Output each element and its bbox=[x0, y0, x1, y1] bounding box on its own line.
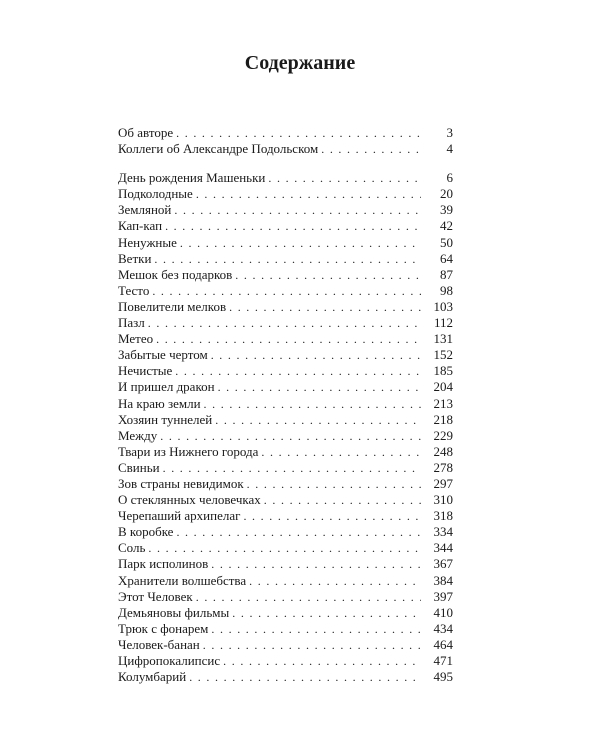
toc-entry bbox=[118, 637, 453, 653]
toc-entry-title: Человек-банан bbox=[118, 636, 200, 652]
dot-leader bbox=[156, 331, 421, 347]
toc-entry bbox=[118, 283, 453, 299]
dot-leader bbox=[211, 621, 421, 637]
toc-entry-page-number: 297 bbox=[433, 475, 453, 491]
toc-entry bbox=[118, 460, 453, 476]
toc-entry-page-number: 204 bbox=[433, 379, 453, 395]
toc-entry-page-number: 131 bbox=[433, 331, 453, 347]
toc-entry bbox=[118, 267, 453, 283]
toc-entry-title: На краю земли bbox=[118, 395, 201, 411]
dot-leader bbox=[180, 235, 421, 251]
toc-entry-page-number: 98 bbox=[440, 282, 453, 298]
toc-entry-page-number: 218 bbox=[433, 411, 453, 427]
toc-entry-page-number: 185 bbox=[433, 363, 453, 379]
dot-leader bbox=[268, 170, 421, 186]
dot-leader bbox=[218, 379, 421, 395]
toc-entry-page-number: 397 bbox=[433, 588, 453, 604]
dot-leader bbox=[204, 396, 421, 412]
toc-entry-page-number: 39 bbox=[440, 202, 453, 218]
toc-entry-title: Метео bbox=[118, 331, 154, 347]
toc-entry-page-number: 464 bbox=[433, 636, 453, 652]
toc-entry-page-number: 4 bbox=[446, 141, 453, 157]
toc-entry bbox=[118, 621, 453, 637]
toc-entry-page-number: 112 bbox=[433, 315, 453, 331]
toc-entry-title: О стеклянных человечках bbox=[118, 492, 261, 508]
toc-entry-page-number: 310 bbox=[433, 492, 453, 508]
toc-entry bbox=[118, 605, 453, 621]
toc-entry-title: Нечистые bbox=[118, 363, 173, 379]
stories-list bbox=[118, 170, 453, 685]
toc-entry bbox=[118, 251, 453, 267]
dot-leader bbox=[203, 637, 421, 653]
front-matter-list bbox=[118, 125, 453, 157]
toc-entry bbox=[118, 299, 453, 315]
toc-entry-title: Трюк с фонарем bbox=[118, 620, 209, 636]
dot-leader bbox=[196, 186, 421, 202]
toc-entry-page-number: 334 bbox=[433, 524, 453, 540]
toc-entry-title: Твари из Нижнего города bbox=[118, 443, 259, 459]
dot-leader bbox=[148, 540, 421, 556]
toc-entry-page-number: 6 bbox=[446, 170, 453, 186]
toc-entry bbox=[118, 524, 453, 540]
toc-entry bbox=[118, 412, 453, 428]
toc-entry bbox=[118, 379, 453, 395]
toc-entry-page-number: 410 bbox=[433, 604, 453, 620]
page-title: Содержание bbox=[244, 52, 356, 74]
toc-entry-title: Черепаший архипелаг bbox=[118, 508, 241, 524]
dot-leader bbox=[154, 251, 421, 267]
toc-entry bbox=[118, 428, 453, 444]
dot-leader bbox=[165, 218, 421, 234]
toc-entry-title: Ненужные bbox=[118, 234, 177, 250]
table-of-contents bbox=[118, 125, 453, 685]
dot-leader bbox=[211, 556, 421, 572]
toc-entry bbox=[118, 476, 453, 492]
dot-leader bbox=[189, 669, 421, 685]
toc-entry bbox=[118, 653, 453, 669]
toc-entry-page-number: 50 bbox=[440, 234, 453, 250]
dot-leader bbox=[175, 363, 421, 379]
toc-entry bbox=[118, 444, 453, 460]
dot-leader bbox=[215, 412, 421, 428]
toc-entry bbox=[118, 186, 453, 202]
toc-entry-page-number: 103 bbox=[433, 298, 453, 314]
toc-entry-title: День рождения Машеньки bbox=[118, 170, 266, 186]
toc-entry-title: Хозяин туннелей bbox=[118, 411, 213, 427]
toc-entry-title: Об авторе bbox=[118, 125, 174, 140]
toc-entry-title: Демьяновы фильмы bbox=[118, 604, 230, 620]
toc-entry bbox=[118, 235, 453, 251]
toc-entry bbox=[118, 202, 453, 218]
toc-entry-title: В коробке bbox=[118, 524, 174, 540]
dot-leader bbox=[235, 267, 421, 283]
toc-entry bbox=[118, 315, 453, 331]
dot-leader bbox=[321, 141, 421, 157]
dot-leader bbox=[148, 315, 421, 331]
dot-leader bbox=[223, 653, 421, 669]
toc-entry-page-number: 344 bbox=[433, 540, 453, 556]
dot-leader bbox=[152, 283, 421, 299]
toc-entry bbox=[118, 669, 453, 685]
toc-entry-title: Цифропокалипсис bbox=[118, 653, 221, 668]
toc-entry bbox=[118, 396, 453, 412]
toc-entry bbox=[118, 141, 453, 157]
toc-entry bbox=[118, 492, 453, 508]
toc-entry-page-number: 64 bbox=[440, 250, 453, 266]
dot-leader bbox=[196, 589, 421, 605]
toc-entry-title: Зов страны невидимок bbox=[118, 475, 244, 491]
toc-entry-title: Соль bbox=[118, 540, 146, 556]
toc-entry-title: Повелители мелков bbox=[118, 298, 227, 314]
dot-leader bbox=[160, 428, 421, 444]
toc-entry-page-number: 367 bbox=[433, 556, 453, 572]
dot-leader bbox=[232, 605, 421, 621]
toc-entry-title: Мешок без подарков bbox=[118, 266, 233, 282]
toc-entry-title: Свиньи bbox=[118, 459, 160, 475]
toc-entry-page-number: 318 bbox=[433, 508, 453, 524]
toc-entry-page-number: 87 bbox=[440, 266, 453, 282]
toc-entry-page-number: 213 bbox=[433, 395, 453, 411]
toc-entry-title: Этот Человек bbox=[118, 588, 193, 604]
toc-entry bbox=[118, 508, 453, 524]
dot-leader bbox=[243, 508, 421, 524]
toc-entry-title: Земляной bbox=[118, 202, 172, 218]
dot-leader bbox=[174, 202, 421, 218]
toc-entry-page-number: 495 bbox=[433, 669, 453, 685]
toc-entry-page-number: 3 bbox=[446, 125, 453, 140]
toc-entry-page-number: 278 bbox=[433, 459, 453, 475]
toc-entry-title: Забытые чертом bbox=[118, 347, 208, 363]
toc-entry-page-number: 20 bbox=[440, 186, 453, 202]
toc-entry-title: Между bbox=[118, 427, 158, 443]
toc-entry-title: Хранители волшебства bbox=[118, 572, 247, 588]
toc-entry bbox=[118, 573, 453, 589]
dot-leader bbox=[261, 444, 421, 460]
toc-entry bbox=[118, 556, 453, 572]
toc-entry-page-number: 248 bbox=[433, 443, 453, 459]
dot-leader bbox=[211, 347, 421, 363]
toc-entry bbox=[118, 170, 453, 186]
toc-entry-page-number: 229 bbox=[433, 427, 453, 443]
toc-entry bbox=[118, 363, 453, 379]
dot-leader bbox=[176, 524, 421, 540]
dot-leader bbox=[176, 125, 421, 141]
toc-entry-page-number: 434 bbox=[433, 620, 453, 636]
dot-leader bbox=[249, 573, 421, 589]
dot-leader bbox=[264, 492, 421, 508]
toc-entry-title: Колумбарий bbox=[118, 669, 187, 685]
dot-leader bbox=[163, 460, 421, 476]
toc-entry bbox=[118, 589, 453, 605]
toc-entry-title: Подколодные bbox=[118, 186, 193, 202]
toc-entry bbox=[118, 125, 453, 141]
toc-entry bbox=[118, 347, 453, 363]
toc-entry-page-number: 471 bbox=[433, 653, 453, 668]
toc-entry-title: Пазл bbox=[118, 315, 145, 331]
dot-leader bbox=[247, 476, 421, 492]
toc-entry-title: И пришел дракон bbox=[118, 379, 215, 395]
toc-entry-page-number: 384 bbox=[433, 572, 453, 588]
toc-entry-page-number: 42 bbox=[440, 218, 453, 234]
toc-entry bbox=[118, 540, 453, 556]
toc-entry-title: Коллеги об Александре Подольском bbox=[118, 141, 319, 157]
toc-entry-title: Кап-кап bbox=[118, 218, 163, 234]
toc-entry-title: Парк исполинов bbox=[118, 556, 209, 572]
toc-entry-page-number: 152 bbox=[433, 347, 453, 363]
toc-entry-title: Тесто bbox=[118, 282, 150, 298]
toc-entry bbox=[118, 218, 453, 234]
toc-entry bbox=[118, 331, 453, 347]
toc-entry-title: Ветки bbox=[118, 250, 152, 266]
dot-leader bbox=[229, 299, 421, 315]
